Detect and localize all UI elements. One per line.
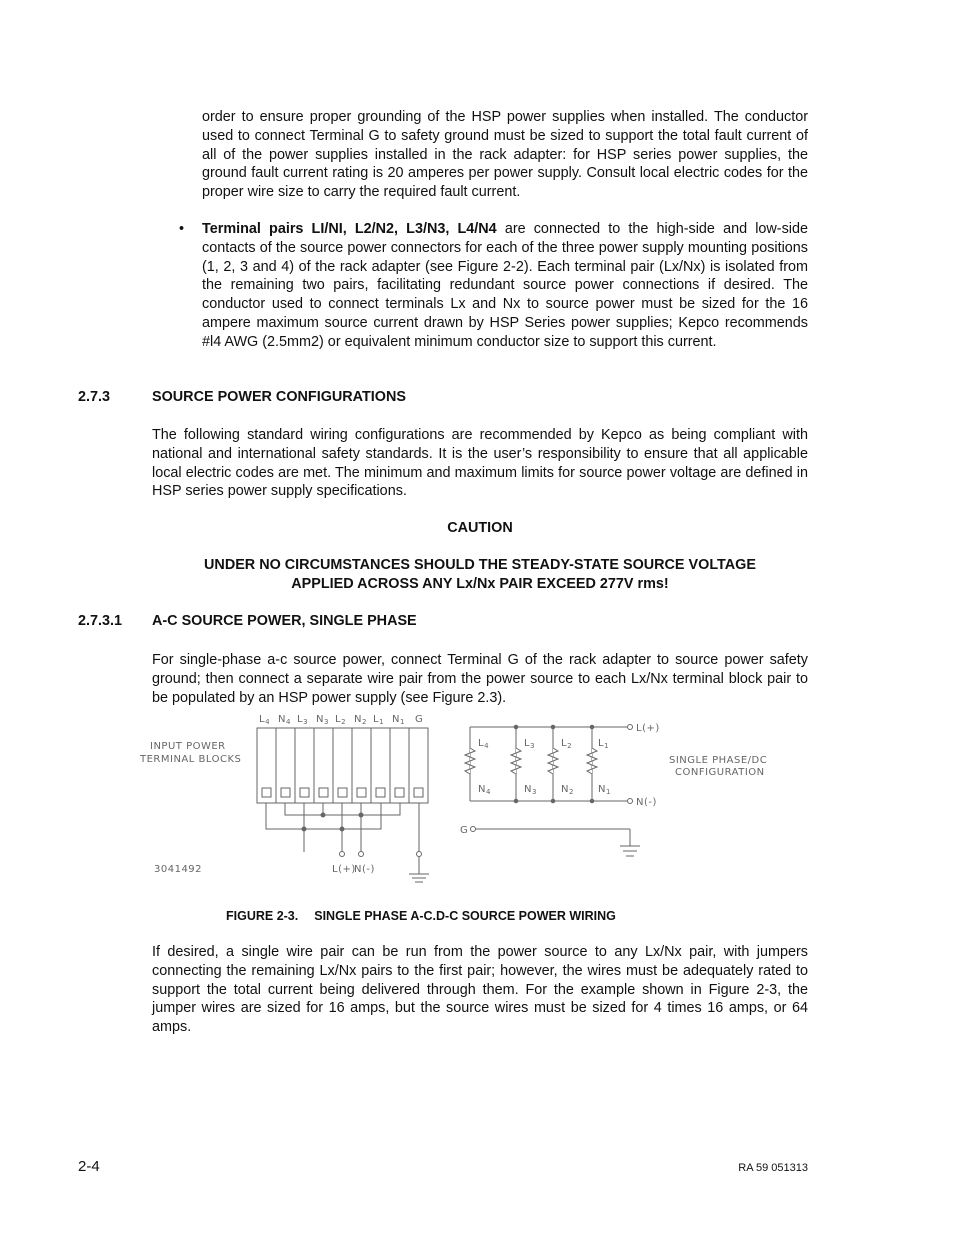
right-label-n: N(-) <box>636 797 657 808</box>
right-label-l: L(+) <box>636 723 660 734</box>
output-label-n: N(-) <box>354 864 375 875</box>
section-2731-title: A-C SOURCE POWER, SINGLE PHASE <box>152 613 417 629</box>
label-terminal-blocks: TERMINAL BLOCKS <box>140 754 242 765</box>
drawing-number: 3041492 <box>154 864 203 875</box>
terminal-label-n2: $N_2$ <box>354 714 367 726</box>
terminal-label-l2: $L_2$ <box>335 714 347 726</box>
paragraph-grounding: order to ensure proper grounding of the HSP power supplies when installed. The conductor used to connect Terminal G to safety ground must be sized to support the total fault current of all of the power supplies installed in the rack adapter: for HSP series power supplies, the ground fault current rating is 20 amperes per power supply. Consult local electric codes for the proper wire size to carry the required fault current. <box>202 109 808 201</box>
paragraph-source-power: The following standard wiring configurations are recommended by Kepco as being compliant with national and international safety standards. It is the user’s responsibility to ensure that all applicable local electric codes are met. The minimum and maximum limits for source power voltage are defined in HSP series power supply specifications. <box>152 427 808 500</box>
terminal-dividers <box>276 728 409 803</box>
load-label-l2: $L_2$ <box>561 738 573 750</box>
load-label-n4: $N_4$ <box>478 784 491 796</box>
load-label-l4: $L_4$ <box>478 738 490 750</box>
config-label-2: CONFIGURATION <box>675 767 765 778</box>
terminal-label-n1: $N_1$ <box>392 714 405 726</box>
load-label-l1: $L_1$ <box>598 738 610 750</box>
bullet-marker: • <box>179 221 185 237</box>
caution-line-2: APPLIED ACROSS ANY Lx/Nx PAIR EXCEED 277V rms! <box>291 576 669 592</box>
terminal-block-strip <box>257 728 428 803</box>
paragraph-terminal-pairs <box>202 220 808 352</box>
paragraph-single-phase: For single-phase a-c source power, connect Terminal G of the rack adapter to source power safety ground; then connect a separate wire pair from the power source to each Lx/Nx terminal block pair to be populated by an HSP power supply (see Figure 2.3). <box>152 652 808 706</box>
load-label-l3: $L_3$ <box>524 738 536 750</box>
document-code: RA 59 051313 <box>738 1162 808 1174</box>
terminal-screws <box>262 788 423 797</box>
page-number: 2-4 <box>78 1158 100 1175</box>
figure-caption <box>226 909 616 923</box>
output-label-l: L(+) <box>332 864 356 875</box>
config-label-1: SINGLE PHASE/DC <box>669 755 768 766</box>
terminal-label-n4: $N_4$ <box>278 714 291 726</box>
terminal-label-l1: $L_1$ <box>373 714 385 726</box>
caution-title: CAUTION <box>447 520 513 536</box>
section-2731-number: 2.7.3.1 <box>78 613 123 629</box>
terminal-label-l3: $L_3$ <box>297 714 309 726</box>
label-input-power: INPUT POWER <box>150 741 226 752</box>
load-schematic <box>465 725 640 857</box>
section-273-number: 2.7.3 <box>78 389 111 405</box>
load-labels <box>460 723 767 836</box>
section-273-title: SOURCE POWER CONFIGURATIONS <box>152 389 406 405</box>
terminal-pairs-text: are connected to the high-side and low-side contacts of the source power connectors for each of the three power supply mounting positions (1, 2, 3 and 4) of the rack adapter (see Figure 2-2). Each terminal pair (Lx/Nx) is isolated from the remaining two pairs, facilitating redundant source power connections if desired. The conductor used to connect terminals Lx and Nx to source power must be sized for the 16 ampere maximum source current drawn by HSP Series power supplies; Kepco recommends #l4 AWG (2.5mm2) or equivalent minimum conductor size to support this current. <box>202 221 808 350</box>
load-label-n2: $N_2$ <box>561 784 574 796</box>
paragraph-single-wire-pair: If desired, a single wire pair can be run from the power source to any Lx/Nx pair, with jumpers connecting the remaining Lx/Nx pairs to the first pair; however, the wires must be adequately rated to support the total current being delivered through them. For the example shown in Figure 2-3, the jumper wires are sized for 16 amps, but the source wires must be sized for 4 times 16 amps, or 64 amps. <box>152 944 808 1036</box>
figure-caption-title: SINGLE PHASE A-C.D-C SOURCE POWER WIRING <box>314 909 616 923</box>
figure-wiring-diagram <box>130 706 790 890</box>
terminal-pairs-lead: Terminal pairs LI/NI, L2/N2, L3/N3, L4/N4 <box>202 221 497 237</box>
terminal-label-n3: $N_3$ <box>316 714 329 726</box>
terminal-labels <box>259 714 423 726</box>
load-label-n1: $N_1$ <box>598 784 611 796</box>
caution-line-1: UNDER NO CIRCUMSTANCES SHOULD THE STEADY-STATE SOURCE VOLTAGE <box>204 557 756 573</box>
terminal-label-g: G <box>415 714 424 725</box>
terminal-label-l4: $L_4$ <box>259 714 271 726</box>
right-label-g: G <box>460 825 469 836</box>
load-label-n3: $N_3$ <box>524 784 537 796</box>
figure-caption-number: FIGURE 2-3. <box>226 909 299 923</box>
